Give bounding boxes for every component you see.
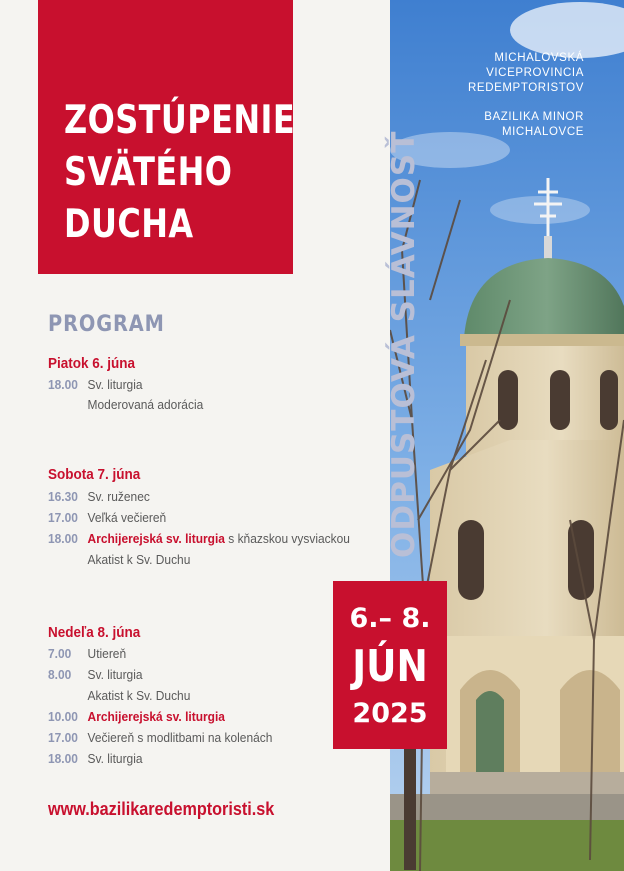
row-time: 18.00 xyxy=(48,751,78,766)
row-text: s kňazskou vysviackou xyxy=(224,531,350,546)
row-text: Moderovaná adorácia xyxy=(87,397,204,412)
date-year: 2025 xyxy=(352,698,428,729)
row-text: Sv. ruženec xyxy=(87,489,150,504)
vertical-caption: ODPUSTOVÁ SLÁVNOSŤ xyxy=(386,130,422,558)
schedule-row xyxy=(48,377,143,392)
schedule-row xyxy=(48,552,190,567)
row-time: 18.00 xyxy=(48,377,78,392)
row-text: Utiereň xyxy=(87,646,127,661)
row-time: 17.00 xyxy=(48,510,78,525)
row-text: Večiereň s modlitbami na kolenách xyxy=(87,730,273,745)
title-line-2: SVÄTÉHO xyxy=(64,150,233,195)
date-month: JÚN xyxy=(352,641,428,692)
row-time: 18.00 xyxy=(48,531,78,546)
schedule-row xyxy=(48,688,190,703)
row-time: 17.00 xyxy=(48,730,78,745)
schedule-row xyxy=(48,751,143,766)
row-text: Veľká večiereň xyxy=(87,510,167,525)
row-text: Sv. liturgia xyxy=(87,751,143,766)
row-time: 8.00 xyxy=(48,667,72,682)
organizer-line-2: VICEPROVINCIA xyxy=(486,67,584,79)
row-text: Akatist k Sv. Duchu xyxy=(87,688,191,703)
row-highlight: Archijerejská sv. liturgia xyxy=(87,531,225,546)
title-line-1: ZOSTÚPENIE xyxy=(64,98,296,143)
schedule-row xyxy=(48,489,150,504)
schedule-row xyxy=(48,667,143,682)
organizer-line-4: BAZILIKA MINOR xyxy=(484,111,584,123)
schedule-row xyxy=(48,646,126,661)
row-text: Akatist k Sv. Duchu xyxy=(87,552,191,567)
row-time: 16.30 xyxy=(48,489,78,504)
date-box xyxy=(333,581,447,749)
schedule-row xyxy=(48,397,203,412)
day-heading-sunday: Nedeľa 8. júna xyxy=(48,624,141,641)
schedule-row xyxy=(48,709,225,724)
organizer-line-5: MICHALOVCE xyxy=(501,126,584,138)
title-box xyxy=(38,0,296,274)
website-link[interactable]: www.bazilikaredemptoristi.sk xyxy=(48,799,275,819)
row-text: Sv. liturgia xyxy=(87,377,143,392)
organizer-line-3: REDEMPTORISTOV xyxy=(468,82,584,94)
row-time: 7.00 xyxy=(48,646,72,661)
schedule-row xyxy=(48,531,350,546)
program-heading: PROGRAM xyxy=(48,312,165,337)
row-text: Sv. liturgia xyxy=(87,667,143,682)
day-heading-friday: Piatok 6. júna xyxy=(48,355,136,372)
organizer-line-1: MICHALOVSKÁ xyxy=(494,52,584,64)
schedule-row xyxy=(48,510,166,525)
date-range: 6.– 8. xyxy=(349,603,431,634)
schedule-row xyxy=(48,730,272,745)
day-heading-saturday: Sobota 7. júna xyxy=(48,466,141,483)
title-line-3: DUCHA xyxy=(64,202,194,247)
row-highlight: Archijerejská sv. liturgia xyxy=(87,709,225,724)
row-time: 10.00 xyxy=(48,709,78,724)
